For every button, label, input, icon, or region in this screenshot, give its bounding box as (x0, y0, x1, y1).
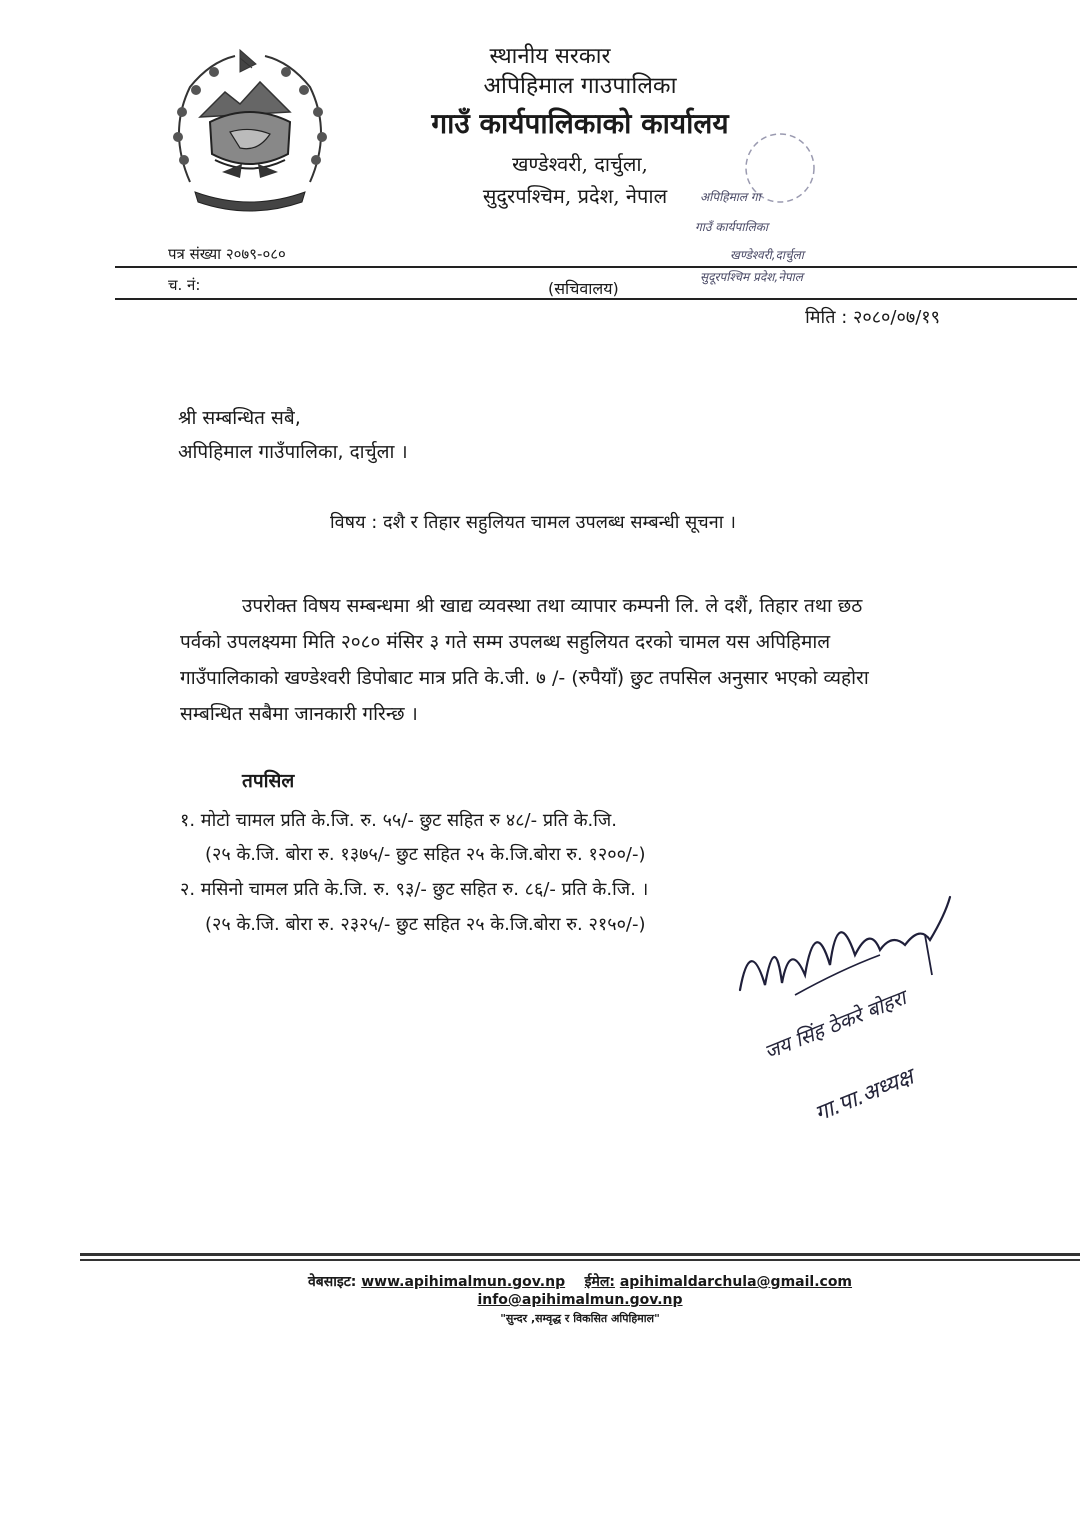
footer-slogan: "सुन्दर ,सम्वृद्ध र विकसित अपिहिमाल" (500, 1312, 660, 1325)
website-link[interactable]: www.apihimalmun.gov.np (361, 1274, 566, 1290)
body-line-4: सम्बन्धित सबैमा जानकारी गरिन्छ । (180, 703, 418, 725)
section-label: (सचिवालय) (548, 279, 619, 298)
office-stamp (690, 128, 870, 293)
footer-divider-1 (80, 1253, 1080, 1256)
header-municipality: अपिहिमाल गाउपालिका (483, 73, 677, 99)
body-paragraph (180, 588, 952, 732)
info-email-link[interactable]: info@apihimalmun.gov.np (477, 1292, 683, 1308)
dispatch-number: च. नं: (168, 276, 201, 294)
header-office-title: गाउँ कार्यपालिकाको कार्यालय (431, 107, 729, 140)
body-line-3: गाउँपालिकाको खण्डेश्वरी डिपोबाट मात्र प्रति के.जी. ७ /- (रुपैयाँ) छुट तपसिल अनुसार भएको व्यहोरा (180, 667, 869, 689)
schedule-item-1-line1: १. मोटो चामल प्रति के.जि. रु. ५५/- छुट सहित रु ४८/- प्रति के.जि. (180, 810, 618, 831)
schedule-heading: तपसिल (242, 770, 295, 792)
body-line-2: पर्वको उपलक्ष्यमा मिति २०८० मंसिर ३ गते सम्म उपलब्ध सहुलियत दरको चामल यस अपिहिमाल (180, 631, 831, 653)
footer-divider-2 (80, 1259, 1080, 1261)
schedule-item-2-line1: २. मसिनो चामल प्रति के.जि. रु. ९३/- छुट सहित रु. ८६/- प्रति के.जि. । (180, 879, 649, 900)
header-local-government: स्थानीय सरकार (489, 44, 611, 69)
stamp-line-3: खण्डेश्वरी,दार्चुला (730, 248, 804, 262)
signatory-name: जय सिंह ठेकरे बोहरा (760, 985, 910, 1065)
header-divider-bottom (115, 298, 1077, 300)
website-label: वेबसाइट: (307, 1274, 357, 1290)
addressee-line1: श्री सम्बन्धित सबै, (178, 407, 301, 429)
letter-date: मिति : २०८०/०७/१९ (805, 307, 940, 328)
header-address-line1: खण्डेश्वरी, दार्चुला, (512, 152, 648, 176)
schedule-item-2-line2: (२५ के.जि. बोरा रु. २३२५/- छुट सहित २५ के.जि.बोरा रु. २१५०/-) (205, 914, 646, 935)
email-link[interactable]: apihimaldarchula@gmail.com (619, 1274, 853, 1290)
footer-contact-line (200, 1272, 960, 1291)
header-address-line2: सुदुरपश्चिम, प्रदेश, नेपाल (482, 184, 668, 208)
stamp-line-1: अपिहिमाल गा (700, 190, 761, 204)
subject-line: विषय : दशै र तिहार सहुलियत चामल उपलब्ध सम्बन्धी सूचना । (330, 512, 736, 533)
addressee-line2: अपिहिमाल गाउँपालिका, दार्चुला । (178, 441, 408, 463)
stamp-line-4: सुदूरपश्चिम प्रदेश,नेपाल (700, 270, 803, 284)
nepal-emblem-icon (160, 42, 340, 217)
signatory-title: गा.पा.अध्यक्ष (811, 1064, 918, 1127)
stamp-line-2: गाउँ कार्यपालिका (695, 220, 769, 234)
footer-info-line (200, 1292, 960, 1308)
body-line-1: उपरोक्त विषय सम्बन्धमा श्री खाद्य व्यवस्था तथा व्यापार कम्पनी लि. ले दशैं, तिहार तथा छठ (242, 595, 863, 617)
header-divider-top (115, 266, 1077, 268)
letter-number: पत्र संख्या २०७९-०८० (168, 245, 286, 263)
schedule-item-1-line2: (२५ के.जि. बोरा रु. १३७५/- छुट सहित २५ के.जि.बोरा रु. १२००/-) (205, 844, 646, 865)
email-label: ईमेल: (584, 1274, 615, 1290)
handwritten-signature-icon (720, 895, 970, 1005)
